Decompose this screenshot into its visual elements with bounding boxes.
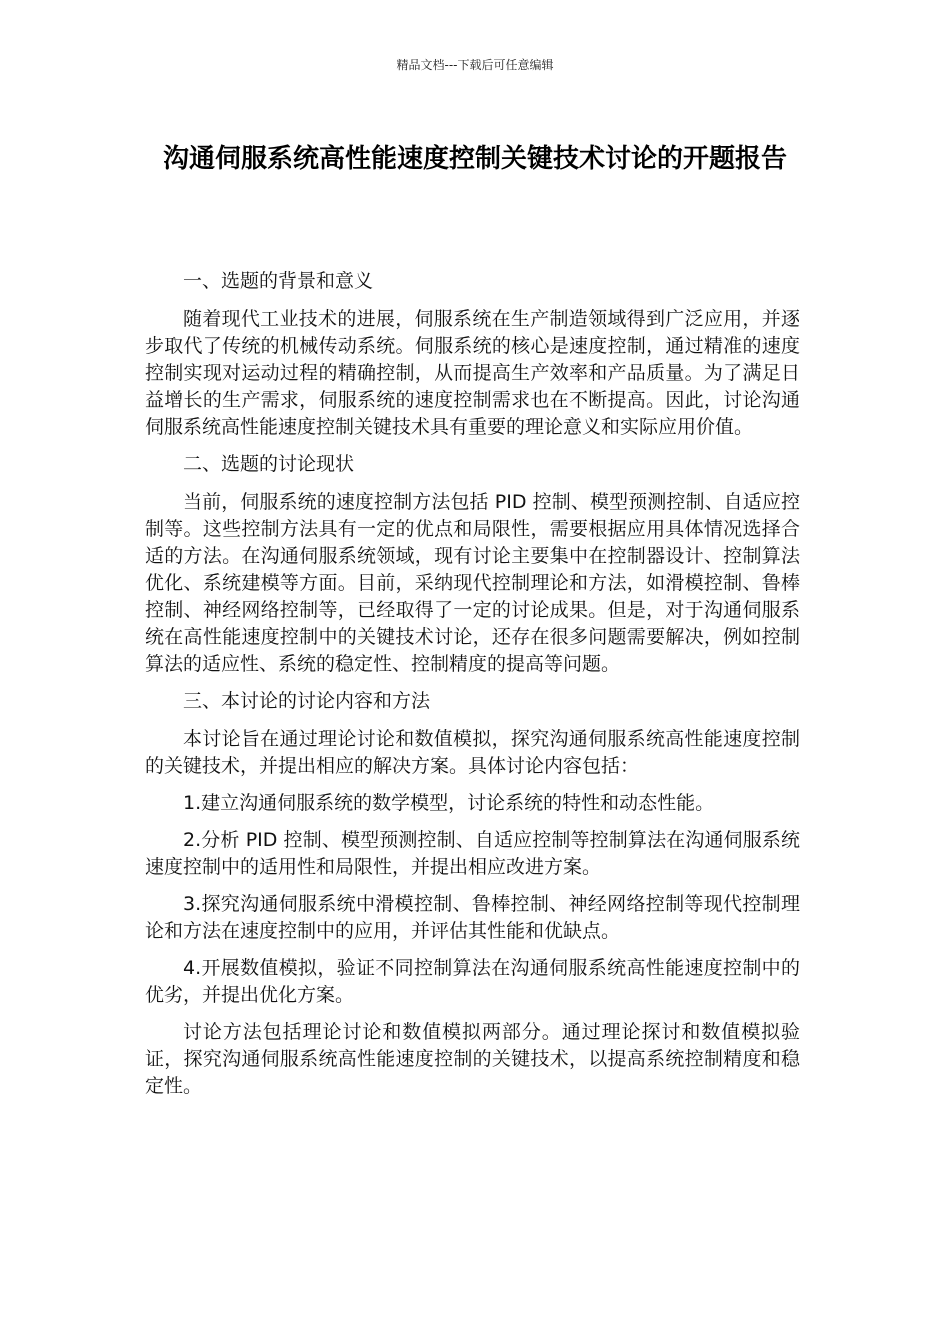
paragraph-method: 讨论方法包括理论讨论和数值模拟两部分。通过理论探讨和数值模拟验证，探究沟通伺服系统高性能速度控制的关键技术，以提高系统控制精度和稳定性。 bbox=[145, 1021, 800, 1097]
header-note: 精品文档---下载后可任意编辑 bbox=[396, 58, 554, 72]
list-item-4: 4.开展数值模拟，验证不同控制算法在沟通伺服系统高性能速度控制中的优劣，并提出优化方案。 bbox=[145, 957, 800, 1006]
section-heading-content-method: 三、本讨论的讨论内容和方法 bbox=[183, 690, 431, 712]
document-body bbox=[145, 268, 800, 1110]
document-title: 沟通伺服系统高性能速度控制关键技术讨论的开题报告 bbox=[162, 144, 787, 174]
paragraph-background: 随着现代工业技术的进展，伺服系统在生产制造领域得到广泛应用，并逐步取代了传统的机械传动系统。伺服系统的核心是速度控制，通过精准的速度控制实现对运动过程的精确控制，从而提高生产效率和产品质量。为了满足日益增长的生产需求，伺服系统的速度控制需求也在不断提高。因此，讨论沟通伺服系统高性能速度控制关键技术具有重要的理论意义和实际应用价值。 bbox=[145, 308, 800, 438]
section-heading-background: 一、选题的背景和意义 bbox=[183, 270, 374, 292]
list-item-2: 2.分析 PID 控制、模型预测控制、自适应控制等控制算法在沟通伺服系统速度控制中的适用性和局限性，并提出相应改进方案。 bbox=[145, 829, 800, 878]
paragraph-content-intro: 本讨论旨在通过理论讨论和数值模拟，探究沟通伺服系统高性能速度控制的关键技术，并提出相应的解决方案。具体讨论内容包括： bbox=[145, 728, 800, 777]
list-item-1: 1.建立沟通伺服系统的数学模型，讨论系统的特性和动态性能。 bbox=[183, 792, 715, 814]
section-heading-status: 二、选题的讨论现状 bbox=[183, 453, 355, 475]
list-item-3: 3.探究沟通伺服系统中滑模控制、鲁棒控制、神经网络控制等现代控制理论和方法在速度控制中的应用，并评估其性能和优缺点。 bbox=[145, 893, 800, 942]
paragraph-status: 当前，伺服系统的速度控制方法包括 PID 控制、模型预测控制、自适应控制等。这些控制方法具有一定的优点和局限性，需要根据应用具体情况选择合适的方法。在沟通伺服系统领域，现有讨论主要集中在控制器设计、控制算法优化、系统建模等方面。目前，采纳现代控制理论和方法，如滑模控制、鲁棒控制、神经网络控制等，已经取得了一定的讨论成果。但是，对于沟通伺服系统在高性能速度控制中的关键技术讨论，还存在很多问题需要解决，例如控制算法的适应性、系统的稳定性、控制精度的提高等问题。 bbox=[145, 491, 800, 675]
